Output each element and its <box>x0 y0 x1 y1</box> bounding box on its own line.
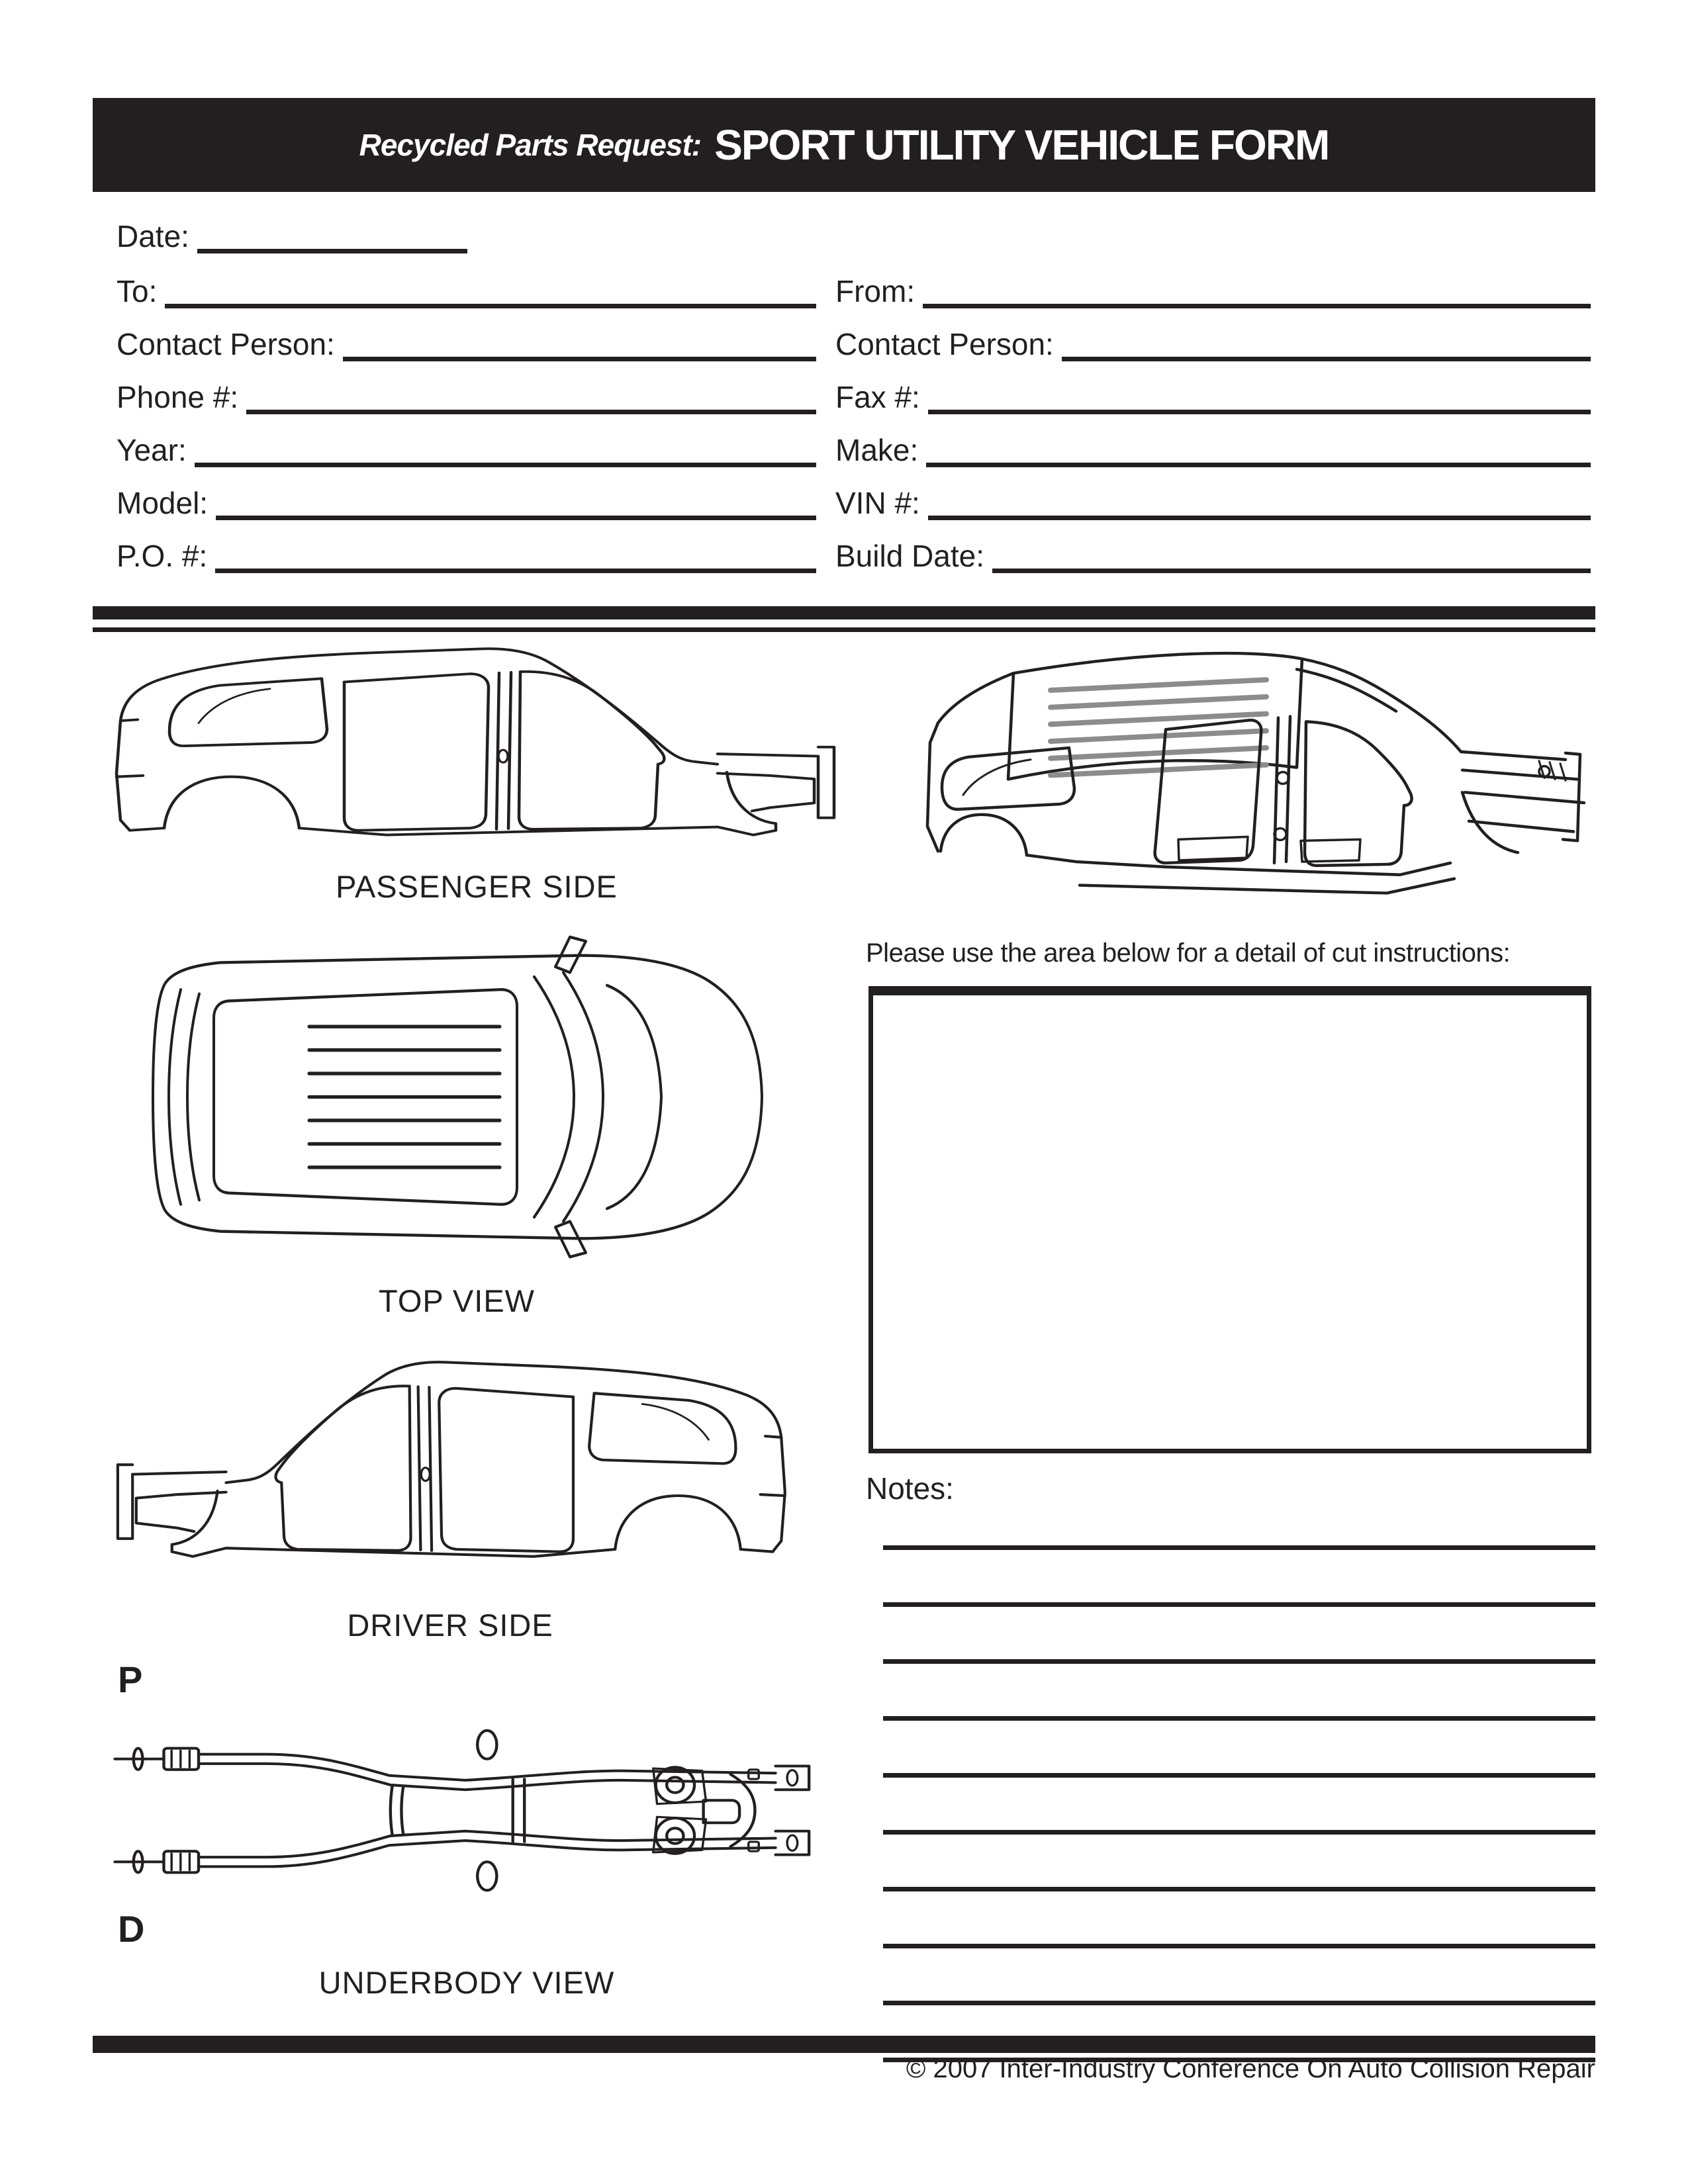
field-row-from <box>835 255 1591 308</box>
from-fill-line[interactable] <box>923 268 1591 308</box>
year-label: Year: <box>117 433 187 468</box>
driver-side-diagram <box>99 1347 801 1585</box>
driver-side-label: DRIVER SIDE <box>347 1608 553 1643</box>
page-title: SPORT UTILITY VEHICLE FORM <box>714 121 1329 169</box>
notes-line[interactable] <box>883 1891 1595 1948</box>
field-row-make <box>835 414 1591 467</box>
field-row-vin <box>835 467 1591 520</box>
header-bar <box>93 98 1595 192</box>
field-row-fax <box>835 361 1591 414</box>
date-label: Date: <box>117 219 189 254</box>
notes-line[interactable] <box>883 1721 1595 1778</box>
field-row-po-number <box>117 520 816 573</box>
fax-label: Fax #: <box>835 380 920 415</box>
copyright-text: © 2007 Inter-Industry Conference On Auto Collision Repair <box>906 2054 1595 2083</box>
field-row-contact-person-from <box>835 308 1591 361</box>
passenger-side-label: PASSENGER SIDE <box>336 869 618 904</box>
to-label: To: <box>117 274 158 309</box>
driver-rail-marker: D <box>118 1908 145 1950</box>
field-row-model <box>117 467 816 520</box>
notes-line[interactable] <box>883 1607 1595 1664</box>
form-column-left <box>117 255 816 573</box>
passenger-side-diagram <box>99 634 854 862</box>
contact-person-to-fill-line[interactable] <box>343 321 816 361</box>
vin-label: VIN #: <box>835 486 920 521</box>
notes-line[interactable] <box>883 1778 1595 1835</box>
po-number-fill-line[interactable] <box>215 533 816 573</box>
passenger-rail-marker: P <box>118 1659 143 1700</box>
cut-instructions-prompt: Please use the area below for a detail of cut instructions: <box>866 938 1511 968</box>
contact-person-from-fill-line[interactable] <box>1062 321 1591 361</box>
phone-fill-line[interactable] <box>246 374 816 414</box>
from-label: From: <box>835 274 915 309</box>
field-row-year <box>117 414 816 467</box>
model-label: Model: <box>117 486 209 521</box>
header-prefix: Recycled Parts Request: <box>359 128 702 162</box>
notes-line[interactable] <box>883 1493 1595 1550</box>
to-fill-line[interactable] <box>165 268 816 308</box>
cut-instructions-box[interactable] <box>868 986 1591 1453</box>
build-date-label: Build Date: <box>835 539 985 574</box>
contact-person-to-label: Contact Person: <box>117 327 335 362</box>
po-number-label: P.O. #: <box>117 539 208 574</box>
build-date-fill-line[interactable] <box>992 533 1591 573</box>
top-view-label: TOP VIEW <box>378 1283 536 1318</box>
notes-line[interactable] <box>883 1664 1595 1721</box>
make-fill-line[interactable] <box>926 427 1591 467</box>
make-label: Make: <box>835 433 919 468</box>
footer-bar <box>93 2036 1595 2053</box>
notes-lines <box>883 1493 1595 2062</box>
underbody-diagram <box>105 1713 813 1908</box>
date-fill-line[interactable] <box>197 213 467 253</box>
notes-line[interactable] <box>883 1948 1595 2005</box>
field-row-build-date <box>835 520 1591 573</box>
vin-fill-line[interactable] <box>928 480 1591 520</box>
section-divider-thick <box>93 606 1595 619</box>
date-row <box>117 213 467 253</box>
field-row-contact-person-to <box>117 308 816 361</box>
year-fill-line[interactable] <box>195 427 816 467</box>
phone-label: Phone #: <box>117 380 239 415</box>
contact-person-from-label: Contact Person: <box>835 327 1054 362</box>
form-column-right <box>835 255 1591 573</box>
notes-label: Notes: <box>866 1471 954 1506</box>
underbody-label: UNDERBODY VIEW <box>318 1965 615 2000</box>
model-fill-line[interactable] <box>216 480 816 520</box>
field-row-phone <box>117 361 816 414</box>
field-row-to <box>117 255 816 308</box>
fax-fill-line[interactable] <box>928 374 1591 414</box>
notes-line[interactable] <box>883 1550 1595 1607</box>
notes-line[interactable] <box>883 1835 1595 1891</box>
rear-three-quarter-diagram <box>877 630 1595 918</box>
top-view-diagram <box>142 930 771 1264</box>
